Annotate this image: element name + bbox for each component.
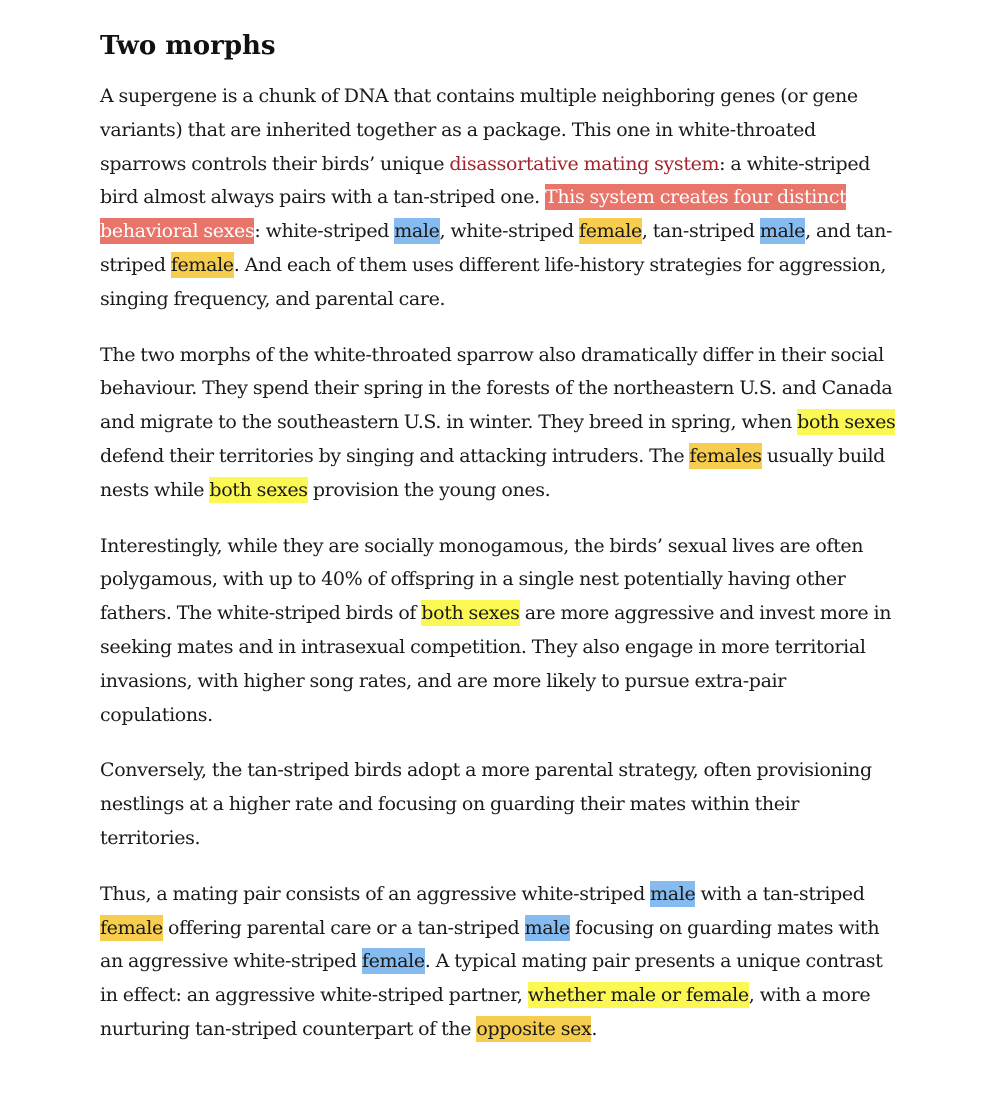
highlighted-text: both sexes	[421, 602, 520, 625]
text-run: are more aggressive and invest more in seeking mates and in intrasexual competition. They also engage in more territorial invasions, with higher song rates, and are more likely to pursue extra-pair copulations.	[100, 602, 892, 726]
highlighted-text: male	[394, 220, 440, 243]
text-run: Interestingly, while they are socially monogamous, the birds’ sexual lives are often polygamous, with up to 40% of offspring in a single nest potentially having other fathers. The white-striped birds of	[100, 534, 864, 625]
text-run: defend their territories by singing and attacking intruders. The	[100, 444, 690, 467]
text-run: .	[591, 1017, 598, 1040]
text-run: . And each of them uses different life-history strategies for aggression, singing frequency, and parental care.	[100, 253, 887, 310]
paragraph-5	[100, 878, 900, 1047]
highlighted-text: male	[650, 882, 696, 905]
text-run: : white-striped	[254, 220, 395, 243]
text-run: A supergene is a chunk of DNA that contains multiple neighboring genes (or gene variants) that are inherited together as a package. This one in white-throated sparrows controls their birds’ unique	[100, 85, 858, 175]
disassortative-mating-link[interactable]: disassortative mating system	[449, 152, 720, 175]
highlighted-text: whether male or female	[527, 984, 749, 1007]
paragraph-3	[100, 530, 900, 733]
text-run: . A typical mating pair presents a unique contrast in effect: an aggressive white-striped partner,	[100, 950, 883, 1007]
text-run: , tan-striped	[641, 220, 760, 243]
text-run: Conversely, the tan-striped birds adopt a more parental strategy, often provisioning nestlings at a higher rate and focusing on guarding their mates within their territories.	[100, 759, 872, 849]
text-run: with a tan-striped	[695, 882, 865, 905]
paragraph-2	[100, 339, 900, 508]
highlighted-text: female	[361, 950, 425, 973]
highlighted-text: both sexes	[797, 411, 896, 434]
paragraph-4	[100, 754, 900, 855]
text-run: The two morphs of the white-throated sparrow also dramatically differ in their social behaviour. They spend their spring in the forests of the northeastern U.S. and Canada and migrate to the southeastern U.S. in winter. They breed in spring, when	[100, 343, 893, 434]
highlighted-text: female	[579, 220, 642, 243]
highlighted-text: both sexes	[209, 478, 308, 501]
text-run: focusing on guarding mates with an aggressive white-striped	[100, 916, 880, 973]
highlighted-text: females	[689, 444, 762, 467]
highlighted-text: male	[524, 916, 570, 939]
text-run: : a white-striped bird almost always pairs with a tan-striped one.	[100, 152, 871, 209]
text-run: , white-striped	[439, 220, 580, 243]
highlighted-text: opposite sex	[476, 1017, 592, 1040]
text-run: Thus, a mating pair consists of an aggressive white-striped	[100, 882, 651, 905]
text-run: , with a more nurturing tan-striped counterpart of the	[100, 984, 871, 1040]
paragraph-1	[100, 80, 900, 317]
paragraph-list	[100, 80, 900, 1047]
text-run: provision the young ones.	[307, 478, 551, 501]
text-run: , and tan-striped	[100, 220, 893, 276]
highlighted-text: female	[170, 253, 234, 276]
text-run: usually build nests while	[100, 444, 885, 501]
text-run: offering parental care or a tan-striped	[162, 916, 525, 939]
highlighted-text: female	[100, 916, 163, 939]
highlighted-text: male	[759, 220, 806, 243]
article-body	[100, 28, 900, 1069]
section-heading: Two morphs	[100, 31, 276, 61]
highlighted-text: This system creates four distinct behavioral sexes	[100, 186, 847, 243]
